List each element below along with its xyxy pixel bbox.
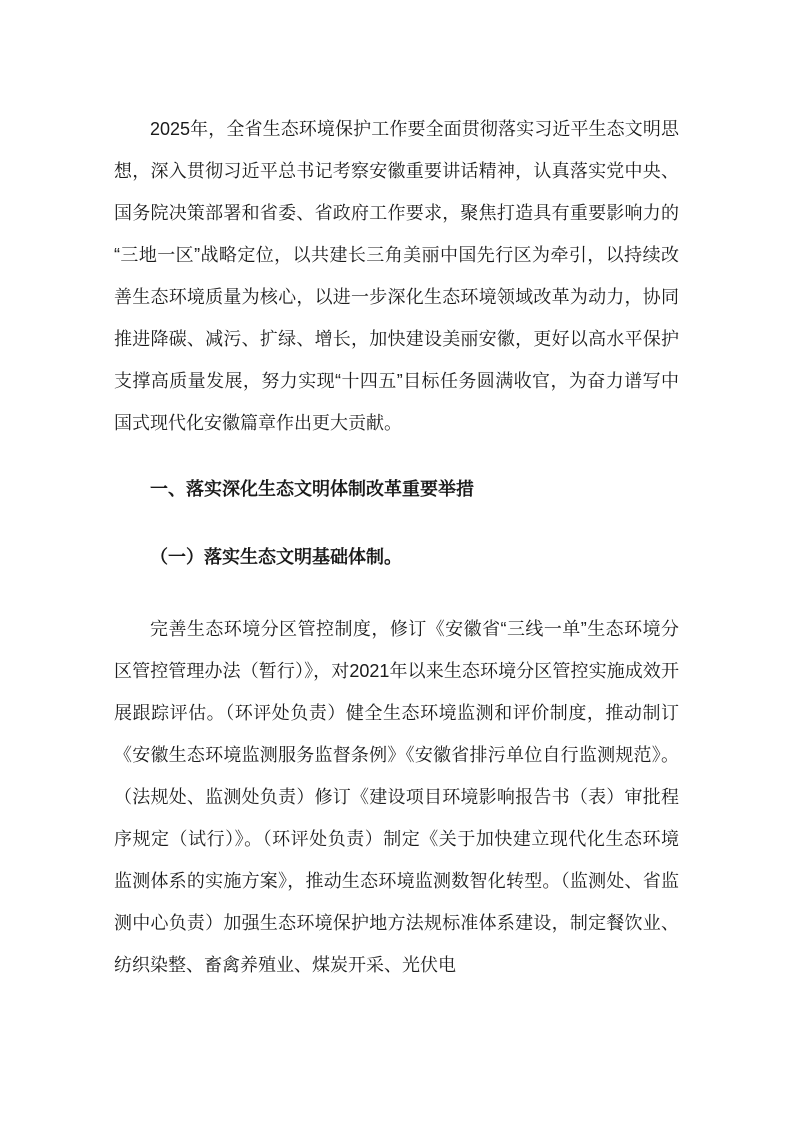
measures-paragraph: 完善生态环境分区管控制度，修订《安徽省“三线一单”生态环境分区管控管理办法（暂行）》，对2021年以来生态环境分区管控实施成效开展跟踪评估。（环评处负责）健全生态环境监测和评价制度，推动制订《安徽生态环境监测服务监督条例》《安徽省排污单位自行监测规范》。（法规处、监测处负责）修订《建设项目环境影响报告书（表）审批程序规定（试行）》。（环评处负责）制定《关于加快建立现代化生态环境监测体系的实施方案》，推动生态环境监测数智化转型。（监测处、省监测中心负责）加强生态环境保护地方法规标准体系建设，制定餐饮业、纺织染整、畜禽养殖业、煤炭开采、光伏电 <box>114 619 679 975</box>
subsection-heading: （一）落实生态文明基础体制。 <box>150 547 402 567</box>
section-heading: 一、落实深化生态文明体制改革重要举措 <box>150 479 474 499</box>
intro-paragraph: 2025年，全省生态环境保护工作要全面贯彻落实习近平生态文明思想，深入贯彻习近平总书记考察安徽重要讲话精神，认真落实党中央、国务院决策部署和省委、省政府工作要求，聚焦打造具有重要影响力的“三地一区”战略定位，以共建长三角美丽中国先行区为牵引，以持续改善生态环境质量为核心，以进一步深化生态环境领域改革为动力，协同推进降碳、减污、扩绿、增长，加快建设美丽安徽，更好以高水平保护支撑高质量发展，努力实现“十四五”目标任务圆满收官，为奋力谱写中国式现代化安徽篇章作出更大贡献。 <box>114 119 679 433</box>
